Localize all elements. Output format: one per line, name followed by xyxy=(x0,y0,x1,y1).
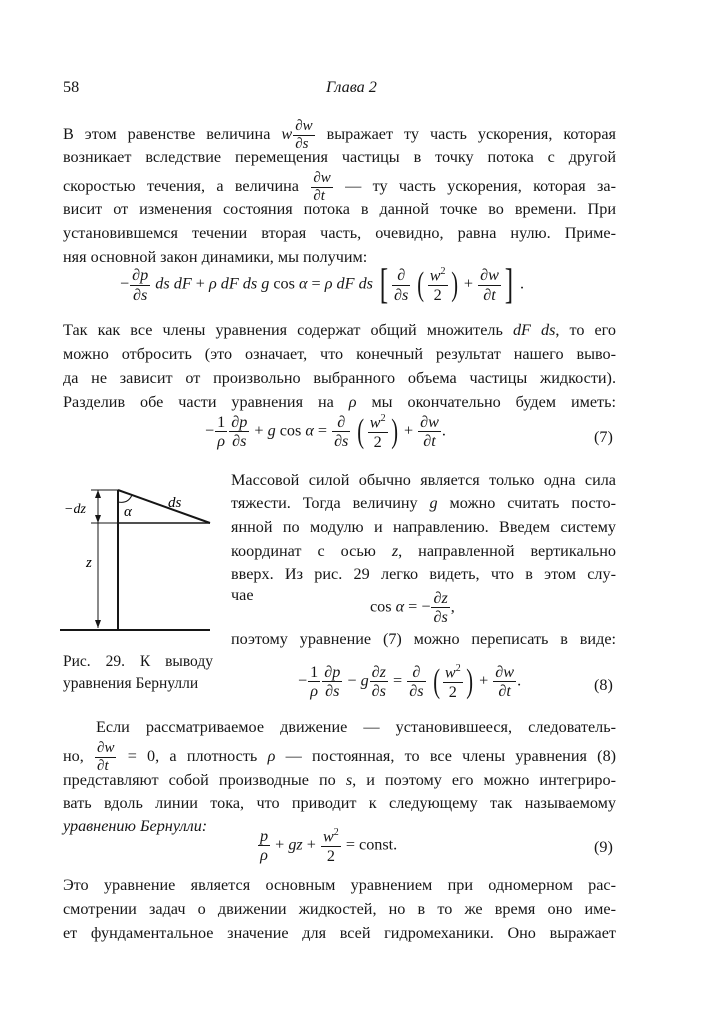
para4-line5: уравнению Бернулли: xyxy=(63,817,208,835)
para5-line1: Это уравнение является основным уравнением при одномерном рас- xyxy=(63,876,616,894)
equation-7-number: (7) xyxy=(594,428,613,446)
para1-line3: скоростью течения, а величина $\frac{\partial w}{\partial t}$ — ту часть ускорения, которая за- xyxy=(63,170,616,204)
dw-ds-fraction: $\frac{\partial w}{\partial s}$ xyxy=(295,118,313,152)
page-number: 58 xyxy=(63,78,80,96)
para1-line6: няя основной закон динамики, мы получим: xyxy=(63,248,368,266)
alpha-arc xyxy=(118,495,132,502)
dw-dt-fraction: $\frac{\partial w}{\partial t}$ xyxy=(313,170,331,204)
para3-line3: янной по модулю и направлению. Введем систему xyxy=(231,518,616,536)
figure-caption: Рис. 29. К выводу уравнения Бернулли xyxy=(63,653,213,692)
para3-line1: Массовой силой обычно является только одна сила xyxy=(231,471,616,489)
ds-label: ds xyxy=(168,495,182,511)
para1-line5: установившемся течении вторая часть, очевидно, равна нулю. Приме- xyxy=(63,224,616,242)
para4-line1: Если рассматриваемое движение — установившееся, следователь- xyxy=(96,718,616,736)
equation-dynamics: − $\frac{\partial p}{\partial s}$ ds dF + ρ dF ds g cos α = ρ dF ds [ $\frac{\partial}{\partial s}$ ( $\frac{w^2}{2}$ ) + $\frac{\partial w}{\partial t}$ ] . xyxy=(120,262,524,308)
para3-line6: чае xyxy=(231,586,254,604)
para1-line1: В этом равенстве величина w $\frac{\partial w}{\partial s}$ выражает ту часть ускорения, которая xyxy=(63,118,616,152)
para4-line4: вать вдоль линии тока, что приводит к следующему так называемому xyxy=(63,794,616,812)
equation-8-number: (8) xyxy=(594,676,613,694)
para2-line2: можно отбросить (это означает, что конечный результат нашего выво- xyxy=(63,345,616,363)
para3-line4: координат с осью z, направленной вертикально xyxy=(231,542,616,560)
alpha-label: α xyxy=(124,504,132,520)
para2-line3: да не зависит от произвольно выбранного объема частицы жидкости). xyxy=(63,369,616,387)
figure-29 xyxy=(60,480,220,640)
para5-line3: ет фундаментальное значение для всей гидромеханики. Оно выражает xyxy=(63,924,616,942)
para3-line5: вверх. Из рис. 29 легко видеть, что в этом слу- xyxy=(231,565,616,583)
para5-line2: смотрении задач о движении жидкостей, но в то же время оно име- xyxy=(63,900,616,918)
para1-line2: возникает вследствие перемещения частицы в точку потока с другой xyxy=(63,148,616,166)
equation-cos-alpha: cos α = − $\frac{\partial z}{\partial s}$ , xyxy=(370,589,455,627)
equation-9: $\frac{p}{\rho}$ + gz + $\frac{w^2}{2}$ = const. xyxy=(260,827,398,865)
para2-line4: Разделив обе части уравнения на ρ мы окончательно будем иметь: xyxy=(63,393,616,411)
para1-line4: висит от изменения состояния потока в данной точке во времени. При xyxy=(63,200,616,218)
para4-line3: представляют собой производные по s, и поэтому его можно интегриро- xyxy=(63,771,616,789)
z-label: z xyxy=(86,555,92,571)
para4-line2: но, $\frac{\partial w}{\partial t}$ = 0, а плотность ρ — постоянная, то все члены уравнения (8) xyxy=(63,740,617,774)
dz-label: −dz xyxy=(64,502,86,517)
para3-line7: поэтому уравнение (7) можно переписать в виде: xyxy=(231,630,616,648)
para2-line1: Так как все члены уравнения содержат общий множитель dF ds, то его xyxy=(63,321,617,339)
equation-9-number: (9) xyxy=(594,838,613,856)
chapter-title: Глава 2 xyxy=(326,78,377,96)
para3-line2: тяжести. Тогда величину g можно считать посто- xyxy=(231,494,617,512)
equation-7: − $\frac{1}{\rho}$ $\frac{\partial p}{\partial s}$ + g cos α = $\frac{\partial}{\partial s}$ ( $\frac{w^2}{2}$ ) + $\frac{\partial w}{\partial t}$ . xyxy=(205,412,446,451)
equation-8: − $\frac{1}{\rho}$ $\frac{\partial p}{\partial s}$ − g $\frac{\partial z}{\partial s}$ = $\frac{\partial}{\partial s}$ ( $\frac{w^2}{2}$ ) + $\frac{\partial w}{\partial t}$ . xyxy=(298,662,522,701)
